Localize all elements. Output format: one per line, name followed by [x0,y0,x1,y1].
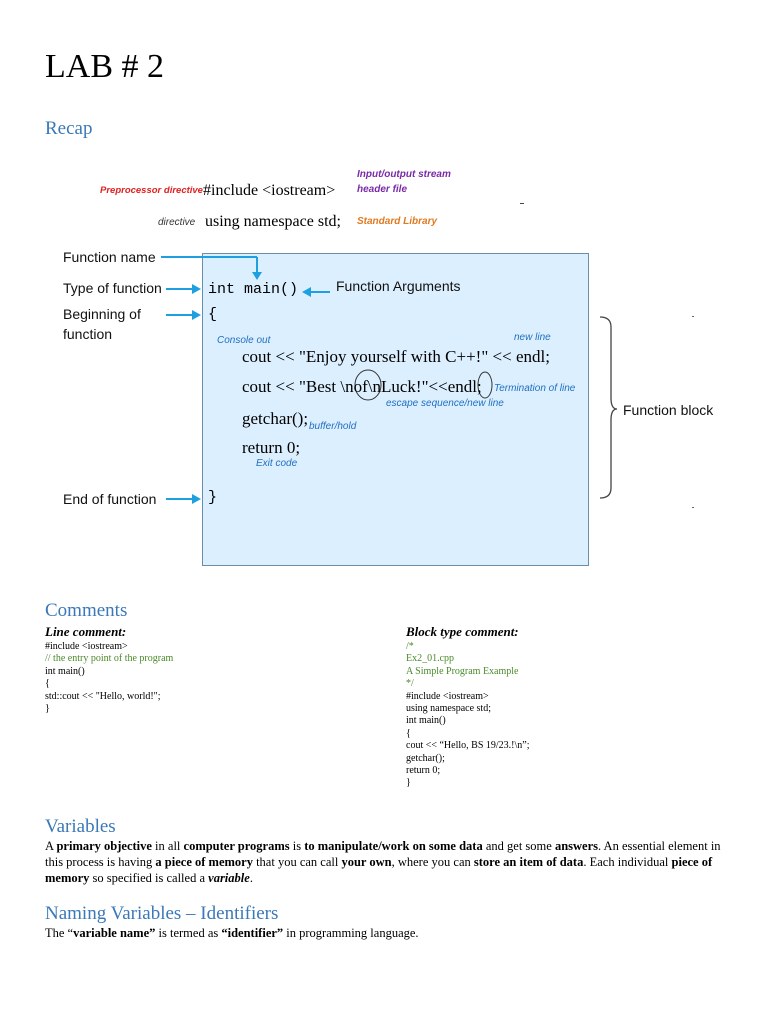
label-function-arguments: Function Arguments [336,278,461,294]
stdlib-label: Standard Library [357,216,438,227]
text-run: A [45,839,57,853]
return-line: return 0; [242,438,301,457]
code-line: int main() [406,715,446,727]
close-brace: } [208,489,218,506]
label-function-block: Function block [623,402,714,418]
cout2-part-b: \n [367,377,381,396]
text-run-bold: computer programs [183,839,290,853]
text-run-bold: your own [341,855,392,869]
code-comment-line: /* [406,641,414,652]
text-run: . [249,871,253,885]
function-block-bracket [600,317,617,498]
main-signature: int main() [208,281,299,298]
code-comment-line: // the entry point of the program [45,653,174,665]
include-line: #include <iostream> [203,182,336,199]
code-line: } [45,703,50,715]
code-line: return 0; [406,765,441,777]
directive-label: directive [158,217,196,228]
io-note-line2: header file [357,184,408,195]
type-arrowhead [192,284,201,294]
naming-heading: Naming Variables – Identifiers [45,903,279,924]
line-comment-code [45,641,173,715]
text-run: . Each individual [583,855,672,869]
annotation-new-line: new line [514,332,551,343]
code-line: #include <iostream> [45,641,128,652]
label-beginning-line1: Beginning of [63,306,141,322]
text-run: is termed as [155,926,222,940]
cout2-part-c: Luck!"<<endl [380,377,477,396]
text-run-bold: store an item of data [473,855,584,869]
text-run-bold: piece of memory [45,855,713,885]
end-arrowhead [192,494,201,504]
text-run-bold: “identifier” [221,926,284,940]
naming-paragraph [45,925,419,941]
code-line: { [406,727,411,739]
code-line: { [45,678,50,690]
code-line: int main() [45,665,85,677]
getchar-line: getchar(); [242,409,309,428]
code-line: #include <iostream> [406,690,489,702]
annotation-buffer-hold: buffer/hold [309,421,357,432]
line-comment-title: Line comment: [45,624,127,639]
code-line: cout << “Hello, BS 19/23.!\n”; [406,740,530,752]
annotation-exit-code: Exit code [256,458,298,469]
code-line: } [406,777,411,789]
text-run: and get some [482,839,555,853]
text-run: so specified is called a [89,871,209,885]
code-comment-line: */ [406,678,414,690]
text-run-bold: a piece of memory [155,855,253,869]
text-run-bold: answers [554,839,598,853]
label-beginning-line2: function [63,326,113,342]
code-comment-line: A Simple Program Example [406,665,519,677]
text-run-bold: variable name” [73,926,156,940]
cout2-part-d: ; [476,377,482,396]
cout-line-1: cout << "Enjoy yourself with C++!" << endl; [242,347,550,366]
text-run: . An essential element in this process is having [45,839,721,869]
variables-heading: Variables [45,816,116,837]
annotation-termination: Termination of line [494,383,576,394]
text-run-bold-italic: variable [208,871,250,885]
variables-paragraph [45,838,725,886]
text-run: in programming language. [283,926,419,940]
io-note-line1: Input/output stream [357,169,451,180]
code-line: std::cout << "Hello, world!"; [45,690,161,702]
using-line: using namespace std; [205,213,341,230]
label-end-of-function: End of function [63,491,157,507]
args-arrowhead [302,287,311,297]
code-line: getchar(); [406,752,445,764]
cout2-part-a: cout << "Best \nof [242,377,368,396]
text-run-bold: to manipulate/work on some data [304,839,483,853]
annotation-escape-sequence: escape sequence/new line [386,398,504,409]
block-comment-title: Block type comment: [406,624,519,639]
text-run: The “ [45,926,74,940]
text-run: in all [151,839,184,853]
stray-dot-2 [692,507,694,508]
open-brace: { [208,306,218,323]
label-type-of-function: Type of function [63,280,162,296]
text-run: is [289,839,305,853]
code-comment-line: Ex2_01.cpp [406,653,455,665]
text-run: , where you can [391,855,474,869]
stray-dot-1 [692,316,694,317]
cout-line-2 [242,377,482,397]
text-run: that you can call [252,855,342,869]
function-name-arrowhead [252,272,262,280]
annotation-console-out: Console out [217,335,271,346]
block-comment-code [406,641,530,790]
text-run-bold: primary objective [56,839,152,853]
code-line: using namespace std; [406,703,491,715]
label-function-name: Function name [63,249,156,265]
preprocessor-label: Preprocessor directive [100,185,203,196]
page-title: LAB # 2 [45,48,164,85]
recap-heading: Recap [45,118,93,139]
begin-arrowhead [192,310,201,320]
comments-heading: Comments [45,600,128,621]
